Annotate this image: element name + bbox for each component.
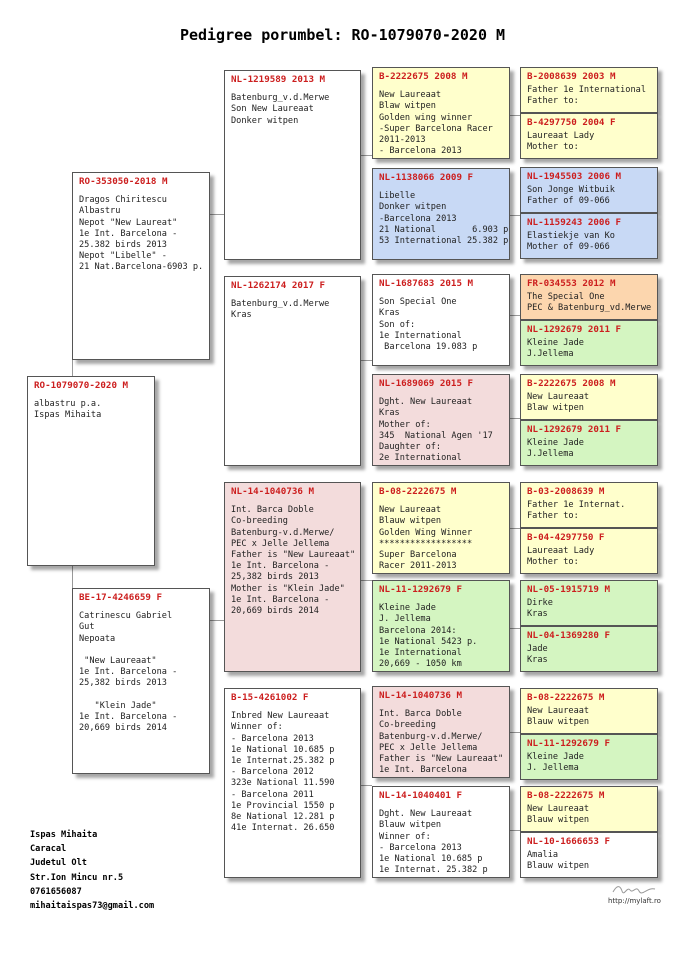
connector-line (72, 566, 73, 590)
ring-number: RO-1079070-2020 M (34, 380, 129, 391)
pigeon-details: Dragos Chiritescu Albastru Nepot "New Laureat" 1e Int. Barcelona - 25.382 birds 2013 Nepot "Libelle" - 21 Nat.Barcelona-6903 p. (79, 195, 204, 273)
ring-number: NL-14-1040736 M (379, 690, 462, 701)
ring-number: NL-1262174 2017 F (231, 280, 326, 291)
pigeon-details: Batenburg_v.d.Merwe Kras (231, 299, 330, 321)
grandparent-card[interactable] (224, 276, 361, 466)
great-grandparent-card[interactable] (372, 374, 510, 466)
pigeon-details: Int. Barca Doble Co-breeding Batenburg-v.d.Merwe/ PEC x Jelle Jellema Father is "New Laureaat" 1e Int. Barcelona - 25,382 birds 2013 Mother is "Klein Jade" 1e Int. Barcelona - 20,669 birds 2014 (231, 505, 356, 617)
gen5-card[interactable] (520, 688, 658, 734)
owner-email[interactable]: mihaitaispas73@gmail.com (30, 901, 155, 912)
ring-number: NL-04-1369280 F (527, 630, 610, 641)
dam-card[interactable] (72, 588, 210, 774)
gen5-card[interactable] (520, 580, 658, 626)
pigeon-details: Kleine Jade J. Jellema Barcelona 2014: 1e National 5423 p. 1e International 20,669 - 1050 km (379, 603, 478, 670)
pigeon-details: Laureaat Lady Mother to: (527, 131, 595, 153)
connector-line (510, 628, 520, 629)
pigeon-details: Kleine Jade J. Jellema (527, 752, 584, 774)
pigeon-details: albastru p.a. Ispas Mihaita (34, 399, 102, 421)
pigeon-details: Batenburg_v.d.Merwe Son New Laureaat Donker witpen (231, 93, 330, 126)
great-grandparent-card[interactable] (372, 482, 510, 574)
ring-number: B-2008639 2003 M (527, 71, 616, 82)
pigeon-details: New Laureaat Blaw witpen (527, 392, 590, 414)
ring-number: NL-1219589 2013 M (231, 74, 326, 85)
ring-number: FR-034553 2012 M (527, 278, 616, 289)
gen5-card[interactable] (520, 167, 658, 213)
pigeon-details: Dght. New Laureaat Kras Mother of: 345 National Agen '17 Daughter of: 2e International (379, 397, 493, 464)
ring-number: B-4297750 2004 F (527, 117, 616, 128)
connector-line (510, 315, 520, 316)
owner-contact-block (30, 828, 154, 913)
ring-number: NL-1138066 2009 F (379, 172, 474, 183)
ring-number: B-15-4261002 F (231, 692, 309, 703)
grandparent-card[interactable] (224, 688, 361, 878)
great-grandparent-card[interactable] (372, 168, 510, 260)
pigeon-details: Father 1e Internat. Father to: (527, 500, 626, 522)
pigeon-details: Son Special One Kras Son of: 1e International Barcelona 19.083 p (379, 297, 478, 353)
ring-number: B-08-2222675 M (527, 692, 605, 703)
gen5-card[interactable] (520, 528, 658, 574)
pigeon-details: The Special One PEC & Batenburg_vd.Merwe (527, 292, 652, 314)
connector-line (510, 830, 520, 831)
ring-number: NL-14-1040736 M (231, 486, 314, 497)
owner-name: Ispas Mihaita (30, 830, 98, 840)
connector-line (510, 528, 520, 529)
gen5-card[interactable] (520, 420, 658, 466)
pigeon-details: New Laureaat Blauw witpen Golden Wing Winner ****************** Super Barcelona Racer 2011-2013 (379, 505, 473, 572)
pigeon-details: Elastiekje van Ko Mother of 09-066 (527, 231, 615, 253)
signature-icon (611, 883, 657, 895)
pigeon-details: Kleine Jade J.Jellema (527, 338, 584, 360)
grandparent-card[interactable] (224, 482, 361, 672)
ring-number: NL-11-1292679 F (379, 584, 462, 595)
pigeon-details: Catrinescu Gabriel Gut Nepoata "New Laureaat" 1e Int. Barcelona - 25,382 birds 2013 "Klein Jade" 1e Int. Barcelona - 20,669 birds 2014 (79, 611, 178, 734)
pigeon-details: Libelle Donker witpen -Barcelona 2013 21 National 6.903 p 53 International 25.382 p (379, 191, 509, 247)
pigeon-details: Int. Barca Doble Co-breeding Batenburg-v.d.Merwe/ PEC x Jelle Jellema Father is "New Laureaat" 1e Int. Barcelona (379, 709, 504, 776)
great-grandparent-card[interactable] (372, 786, 510, 878)
gen5-card[interactable] (520, 113, 658, 159)
connector-line (361, 155, 372, 156)
gen5-card[interactable] (520, 482, 658, 528)
connector-line (510, 732, 520, 733)
pigeon-details: Dirke Kras (527, 598, 553, 620)
pigeon-details: Jade Kras (527, 644, 548, 666)
ring-number: B-2222675 2008 M (527, 378, 616, 389)
great-grandparent-card[interactable] (372, 580, 510, 672)
owner-street: Str.Ion Mincu nr.5 (30, 872, 124, 883)
ring-number: B-03-2008639 M (527, 486, 605, 497)
gen5-card[interactable] (520, 374, 658, 420)
site-logo[interactable] (608, 883, 661, 905)
pigeon-details: Dght. New Laureaat Blauw witpen Winner of: - Barcelona 2013 1e National 10.685 p 1e Internat. 25.382 p (379, 809, 488, 876)
logo-url[interactable]: http://mylaft.ro (608, 897, 661, 905)
connector-line (361, 360, 372, 361)
great-grandparent-card[interactable] (372, 274, 510, 366)
great-grandparent-card[interactable] (372, 686, 510, 778)
ring-number: NL-1945503 2006 M (527, 171, 622, 182)
ring-number: NL-1687683 2015 M (379, 278, 474, 289)
connector-line (510, 115, 520, 116)
ring-number: NL-1292679 2011 F (527, 424, 622, 435)
connector-line (510, 215, 520, 216)
ring-number: B-08-2222675 M (379, 486, 457, 497)
grandparent-card[interactable] (224, 70, 361, 260)
owner-county: Judetul Olt (30, 858, 87, 869)
pigeon-details: New Laureaat Blauw witpen (527, 804, 590, 826)
subject-pigeon-card[interactable] (27, 376, 155, 566)
ring-number: NL-10-1666653 F (527, 836, 610, 847)
pigeon-details: Son Jonge Witbuik Father of 09-066 (527, 185, 615, 207)
pigeon-details: Inbred New Laureaat Winner of: - Barcelona 2013 1e National 10.685 p 1e Internat.25.382 p - Barcelona 2012 323e National 11.590 - Barcelona 2011 1e Provincial 1550 p 8e National 12.281 p 41e Internat. 26.650 (231, 711, 335, 834)
ring-number: RO-353050-2018 M (79, 176, 168, 187)
ring-number: BE-17-4246659 F (79, 592, 162, 603)
ring-number: B-04-4297750 F (527, 532, 605, 543)
sire-card[interactable] (72, 172, 210, 360)
pigeon-details: Kleine Jade J.Jellema (527, 438, 584, 460)
pigeon-details: Father 1e International Father to: (527, 85, 646, 107)
gen5-card[interactable] (520, 320, 658, 366)
ring-number: NL-11-1292679 F (527, 738, 610, 749)
pigeon-details: Amalia Blauw witpen (527, 850, 590, 872)
gen5-card[interactable] (520, 626, 658, 672)
connector-line (210, 214, 224, 215)
connector-line (210, 620, 224, 621)
connector-line (72, 360, 73, 376)
ring-number: NL-1159243 2006 F (527, 217, 622, 228)
ring-number: NL-14-1040401 F (379, 790, 462, 801)
gen5-card[interactable] (520, 832, 658, 878)
page-title: Pedigree porumbel: RO-1079070-2020 M (179, 26, 506, 44)
owner-phone: 0761656087 (30, 886, 82, 897)
gen5-card[interactable] (520, 786, 658, 832)
ring-number: NL-1292679 2011 F (527, 324, 622, 335)
gen5-card[interactable] (520, 213, 658, 259)
gen5-card[interactable] (520, 734, 658, 780)
pigeon-details: New Laureaat Blaw witpen Golden wing winner -Super Barcelona Racer 2011-2013 - Barcelona 2013 (379, 90, 493, 157)
gen5-card[interactable] (520, 274, 658, 320)
connector-line (510, 418, 520, 419)
ring-number: B-2222675 2008 M (379, 71, 468, 82)
connector-line (361, 785, 372, 786)
pigeon-details: New Laureaat Blauw witpen (527, 706, 590, 728)
ring-number: B-08-2222675 M (527, 790, 605, 801)
ring-number: NL-05-1915719 M (527, 584, 610, 595)
pigeon-details: Laureaat Lady Mother to: (527, 546, 595, 568)
gen5-card[interactable] (520, 67, 658, 113)
owner-city: Caracal (30, 844, 67, 855)
great-grandparent-card[interactable] (372, 67, 510, 159)
ring-number: NL-1689069 2015 F (379, 378, 474, 389)
connector-line (361, 580, 372, 581)
